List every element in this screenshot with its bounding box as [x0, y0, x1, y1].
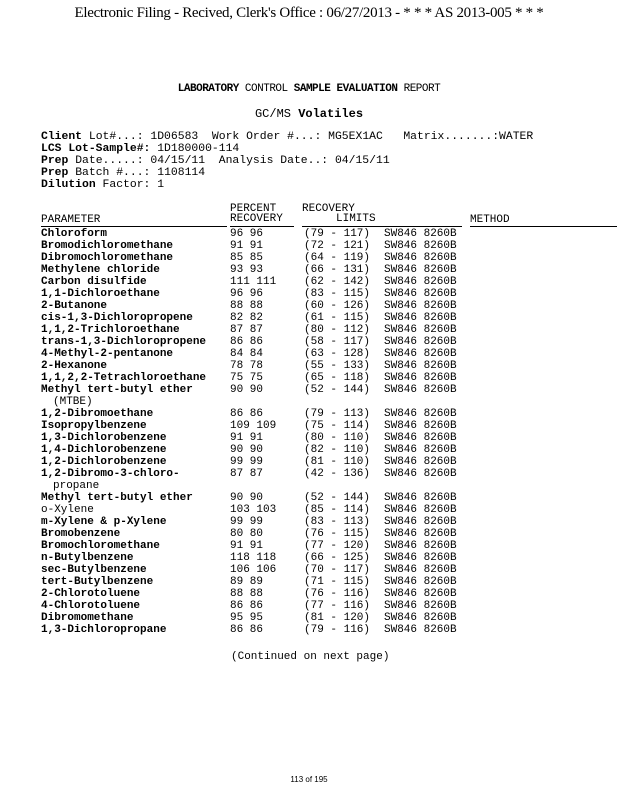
method-cell: SW846 8260B — [384, 612, 457, 624]
parameter-cell: trans-1,3-Dichloropropene — [41, 336, 207, 348]
parameter-cell: cis-1,3-Dichloropropene — [41, 312, 193, 324]
percent-recovery-cell: 87 87 — [230, 324, 264, 336]
parameter-cell: 4-Chlorotoluene — [41, 600, 141, 612]
parameter-cell: 2-Hexanone — [41, 360, 108, 372]
method-cell: SW846 8260B — [384, 624, 457, 636]
parameter-cell: Bromodichloromethane — [41, 240, 174, 252]
parameter-cell: Methyl tert-butyl ether — [41, 384, 193, 396]
percent-recovery-cell: 103 103 — [230, 504, 277, 516]
parameter-continuation-cell: propane — [53, 480, 100, 492]
parameter-header: PARAMETER — [41, 214, 101, 226]
parameter-cell: 4-Methyl-2-pentanone — [41, 348, 174, 360]
percent-recovery-cell: 111 111 — [230, 276, 277, 288]
method-cell: SW846 8260B — [384, 600, 457, 612]
parameter-cell: 1,2-Dibromoethane — [41, 408, 154, 420]
continued-note: (Continued on next page) — [231, 651, 390, 663]
limits-underline — [302, 226, 462, 227]
percent-recovery-cell: 106 106 — [230, 564, 277, 576]
parameter-cell: m-Xylene & p-Xylene — [41, 516, 167, 528]
recovery-limits-cell: (52 - 144) — [304, 492, 371, 504]
percent-recovery-cell: 109 109 — [230, 420, 277, 432]
parameter-cell: Bromobenzene — [41, 528, 121, 540]
recovery-limits-cell: (76 - 116) — [304, 588, 371, 600]
parameter-cell: o-Xylene — [41, 504, 94, 516]
percent-recovery-cell: 96 96 — [230, 288, 264, 300]
report-title: LABORATORY CONTROL SAMPLE EVALUATION REPORT — [177, 83, 441, 95]
percent-recovery-cell: 84 84 — [230, 348, 264, 360]
lcs-line: LCS Lot-Sample#: 1D180000-114 — [41, 143, 240, 155]
method-cell: SW846 8260B — [384, 336, 457, 348]
recovery-limits-cell: (81 - 110) — [304, 456, 371, 468]
parameter-cell: 1,1,2,2-Tetrachloroethane — [41, 372, 207, 384]
method-cell: SW846 8260B — [384, 444, 457, 456]
percent-recovery-cell: 87 87 — [230, 468, 264, 480]
percent-recovery-cell: 86 86 — [230, 600, 264, 612]
parameter-cell: 1,3-Dichlorobenzene — [41, 432, 167, 444]
method-cell: SW846 8260B — [384, 312, 457, 324]
percent-recovery-cell: 90 90 — [230, 384, 264, 396]
percent-recovery-cell: 86 86 — [230, 336, 264, 348]
parameter-cell: Dibromomethane — [41, 612, 134, 624]
method-cell: SW846 8260B — [384, 576, 457, 588]
method-header: METHOD — [470, 214, 510, 226]
method-cell: SW846 8260B — [384, 384, 457, 396]
method-cell: SW846 8260B — [384, 420, 457, 432]
method-cell: SW846 8260B — [384, 468, 457, 480]
parameter-cell: 1,2-Dichlorobenzene — [41, 456, 167, 468]
percent-recovery-cell: 99 99 — [230, 456, 264, 468]
percent-recovery-cell: 99 99 — [230, 516, 264, 528]
recovery-limits-cell: (79 - 113) — [304, 408, 371, 420]
method-cell: SW846 8260B — [384, 564, 457, 576]
method-cell: SW846 8260B — [384, 264, 457, 276]
method-cell: SW846 8260B — [384, 504, 457, 516]
recovery-limits-cell: (77 - 116) — [304, 600, 371, 612]
recovery-limits-cell: (61 - 115) — [304, 312, 371, 324]
percent-recovery-cell: 75 75 — [230, 372, 264, 384]
method-cell: SW846 8260B — [384, 228, 457, 240]
parameter-cell: Carbon disulfide — [41, 276, 147, 288]
method-cell: SW846 8260B — [384, 360, 457, 372]
percent-header-bottom: RECOVERY — [230, 213, 283, 225]
percent-recovery-cell: 86 86 — [230, 408, 264, 420]
recovery-limits-cell: (58 - 117) — [304, 336, 371, 348]
recovery-limits-cell: (79 - 117) — [304, 228, 371, 240]
parameter-cell: sec-Butylbenzene — [41, 564, 147, 576]
method-cell: SW846 8260B — [384, 540, 457, 552]
page-number: 113 of 195 — [290, 775, 328, 784]
parameter-cell: 1,4-Dichlorobenzene — [41, 444, 167, 456]
recovery-limits-cell: (76 - 115) — [304, 528, 371, 540]
percent-recovery-cell: 85 85 — [230, 252, 264, 264]
method-cell: SW846 8260B — [384, 372, 457, 384]
parameter-continuation-cell: (MTBE) — [53, 396, 93, 408]
recovery-limits-cell: (52 - 144) — [304, 384, 371, 396]
recovery-limits-cell: (66 - 131) — [304, 264, 371, 276]
percent-recovery-cell: 82 82 — [230, 312, 264, 324]
method-cell: SW846 8260B — [384, 288, 457, 300]
recovery-limits-cell: (83 - 115) — [304, 288, 371, 300]
percent-recovery-cell: 80 80 — [230, 528, 264, 540]
recovery-limits-cell: (80 - 112) — [304, 324, 371, 336]
recovery-limits-cell: (64 - 119) — [304, 252, 371, 264]
dilution-line: Dilution Factor: 1 — [41, 179, 165, 191]
percent-recovery-cell: 91 91 — [230, 432, 264, 444]
prep-date-line: Prep Date.....: 04/15/11 Analysis Date..: 04/15/11 — [41, 155, 390, 167]
filing-header: Electronic Filing - Recived, Clerk's Office : 06/27/2013 - * * * AS 2013-005 * * * — [74, 5, 544, 21]
percent-recovery-cell: 91 91 — [230, 540, 264, 552]
percent-recovery-cell: 95 95 — [230, 612, 264, 624]
parameter-cell: 1,2-Dibromo-3-chloro- — [41, 468, 180, 480]
recovery-limits-cell: (75 - 114) — [304, 420, 371, 432]
method-cell: SW846 8260B — [384, 276, 457, 288]
method-cell: SW846 8260B — [384, 588, 457, 600]
recovery-limits-cell: (62 - 142) — [304, 276, 371, 288]
recovery-header-top: RECOVERY — [302, 203, 355, 215]
recovery-limits-cell: (70 - 117) — [304, 564, 371, 576]
parameter-cell: 2-Butanone — [41, 300, 108, 312]
percent-recovery-cell: 88 88 — [230, 300, 264, 312]
parameter-cell: Isopropylbenzene — [41, 420, 147, 432]
recovery-limits-cell: (85 - 114) — [304, 504, 371, 516]
recovery-limits-cell: (81 - 120) — [304, 612, 371, 624]
recovery-limits-cell: (55 - 133) — [304, 360, 371, 372]
method-cell: SW846 8260B — [384, 324, 457, 336]
recovery-limits-cell: (72 - 121) — [304, 240, 371, 252]
method-cell: SW846 8260B — [384, 240, 457, 252]
parameter-cell: tert-Butylbenzene — [41, 576, 154, 588]
method-cell: SW846 8260B — [384, 408, 457, 420]
percent-recovery-cell: 93 93 — [230, 264, 264, 276]
percent-recovery-cell: 118 118 — [230, 552, 277, 564]
method-cell: SW846 8260B — [384, 516, 457, 528]
method-cell: SW846 8260B — [384, 348, 457, 360]
percent-recovery-cell: 90 90 — [230, 444, 264, 456]
recovery-limits-cell: (82 - 110) — [304, 444, 371, 456]
parameter-cell: 1,1-Dichloroethane — [41, 288, 160, 300]
parameter-cell: 1,3-Dichloropropane — [41, 624, 167, 636]
recovery-limits-cell: (79 - 116) — [304, 624, 371, 636]
method-underline — [470, 226, 617, 227]
method-cell: SW846 8260B — [384, 300, 457, 312]
parameter-cell: Dibromochloromethane — [41, 252, 174, 264]
method-cell: SW846 8260B — [384, 252, 457, 264]
method-cell: SW846 8260B — [384, 552, 457, 564]
percent-underline — [230, 226, 294, 227]
client-line: Client Lot#...: 1D06583 Work Order #...: MG5EX1AC Matrix.......:WATER — [41, 131, 534, 143]
percent-recovery-cell: 89 89 — [230, 576, 264, 588]
parameter-cell: n-Butylbenzene — [41, 552, 134, 564]
percent-recovery-cell: 90 90 — [230, 492, 264, 504]
prep-batch-line: Prep Batch #...: 1108114 — [41, 167, 206, 179]
recovery-limits-cell: (66 - 125) — [304, 552, 371, 564]
parameter-cell: Bromochloromethane — [41, 540, 160, 552]
recovery-limits-cell: (60 - 126) — [304, 300, 371, 312]
parameter-cell: Methyl tert-butyl ether — [41, 492, 193, 504]
recovery-limits-cell: (71 - 115) — [304, 576, 371, 588]
recovery-limits-cell: (65 - 118) — [304, 372, 371, 384]
recovery-header-bottom: LIMITS — [336, 213, 376, 225]
percent-header-top: PERCENT — [230, 203, 277, 215]
recovery-limits-cell: (83 - 113) — [304, 516, 371, 528]
method-cell: SW846 8260B — [384, 432, 457, 444]
recovery-limits-cell: (80 - 110) — [304, 432, 371, 444]
recovery-limits-cell: (42 - 136) — [304, 468, 371, 480]
report-subtitle: GC/MS Volatiles — [254, 107, 364, 121]
percent-recovery-cell: 78 78 — [230, 360, 264, 372]
recovery-limits-cell: (77 - 120) — [304, 540, 371, 552]
parameter-cell: 1,1,2-Trichloroethane — [41, 324, 180, 336]
method-cell: SW846 8260B — [384, 456, 457, 468]
parameter-cell: 2-Chlorotoluene — [41, 588, 141, 600]
parameter-cell: Chloroform — [41, 228, 108, 240]
percent-recovery-cell: 88 88 — [230, 588, 264, 600]
parameter-cell: Methylene chloride — [41, 264, 160, 276]
method-cell: SW846 8260B — [384, 492, 457, 504]
percent-recovery-cell: 91 91 — [230, 240, 264, 252]
percent-recovery-cell: 96 96 — [230, 228, 264, 240]
method-cell: SW846 8260B — [384, 528, 457, 540]
recovery-limits-cell: (63 - 128) — [304, 348, 371, 360]
parameter-underline — [41, 226, 227, 227]
percent-recovery-cell: 86 86 — [230, 624, 264, 636]
